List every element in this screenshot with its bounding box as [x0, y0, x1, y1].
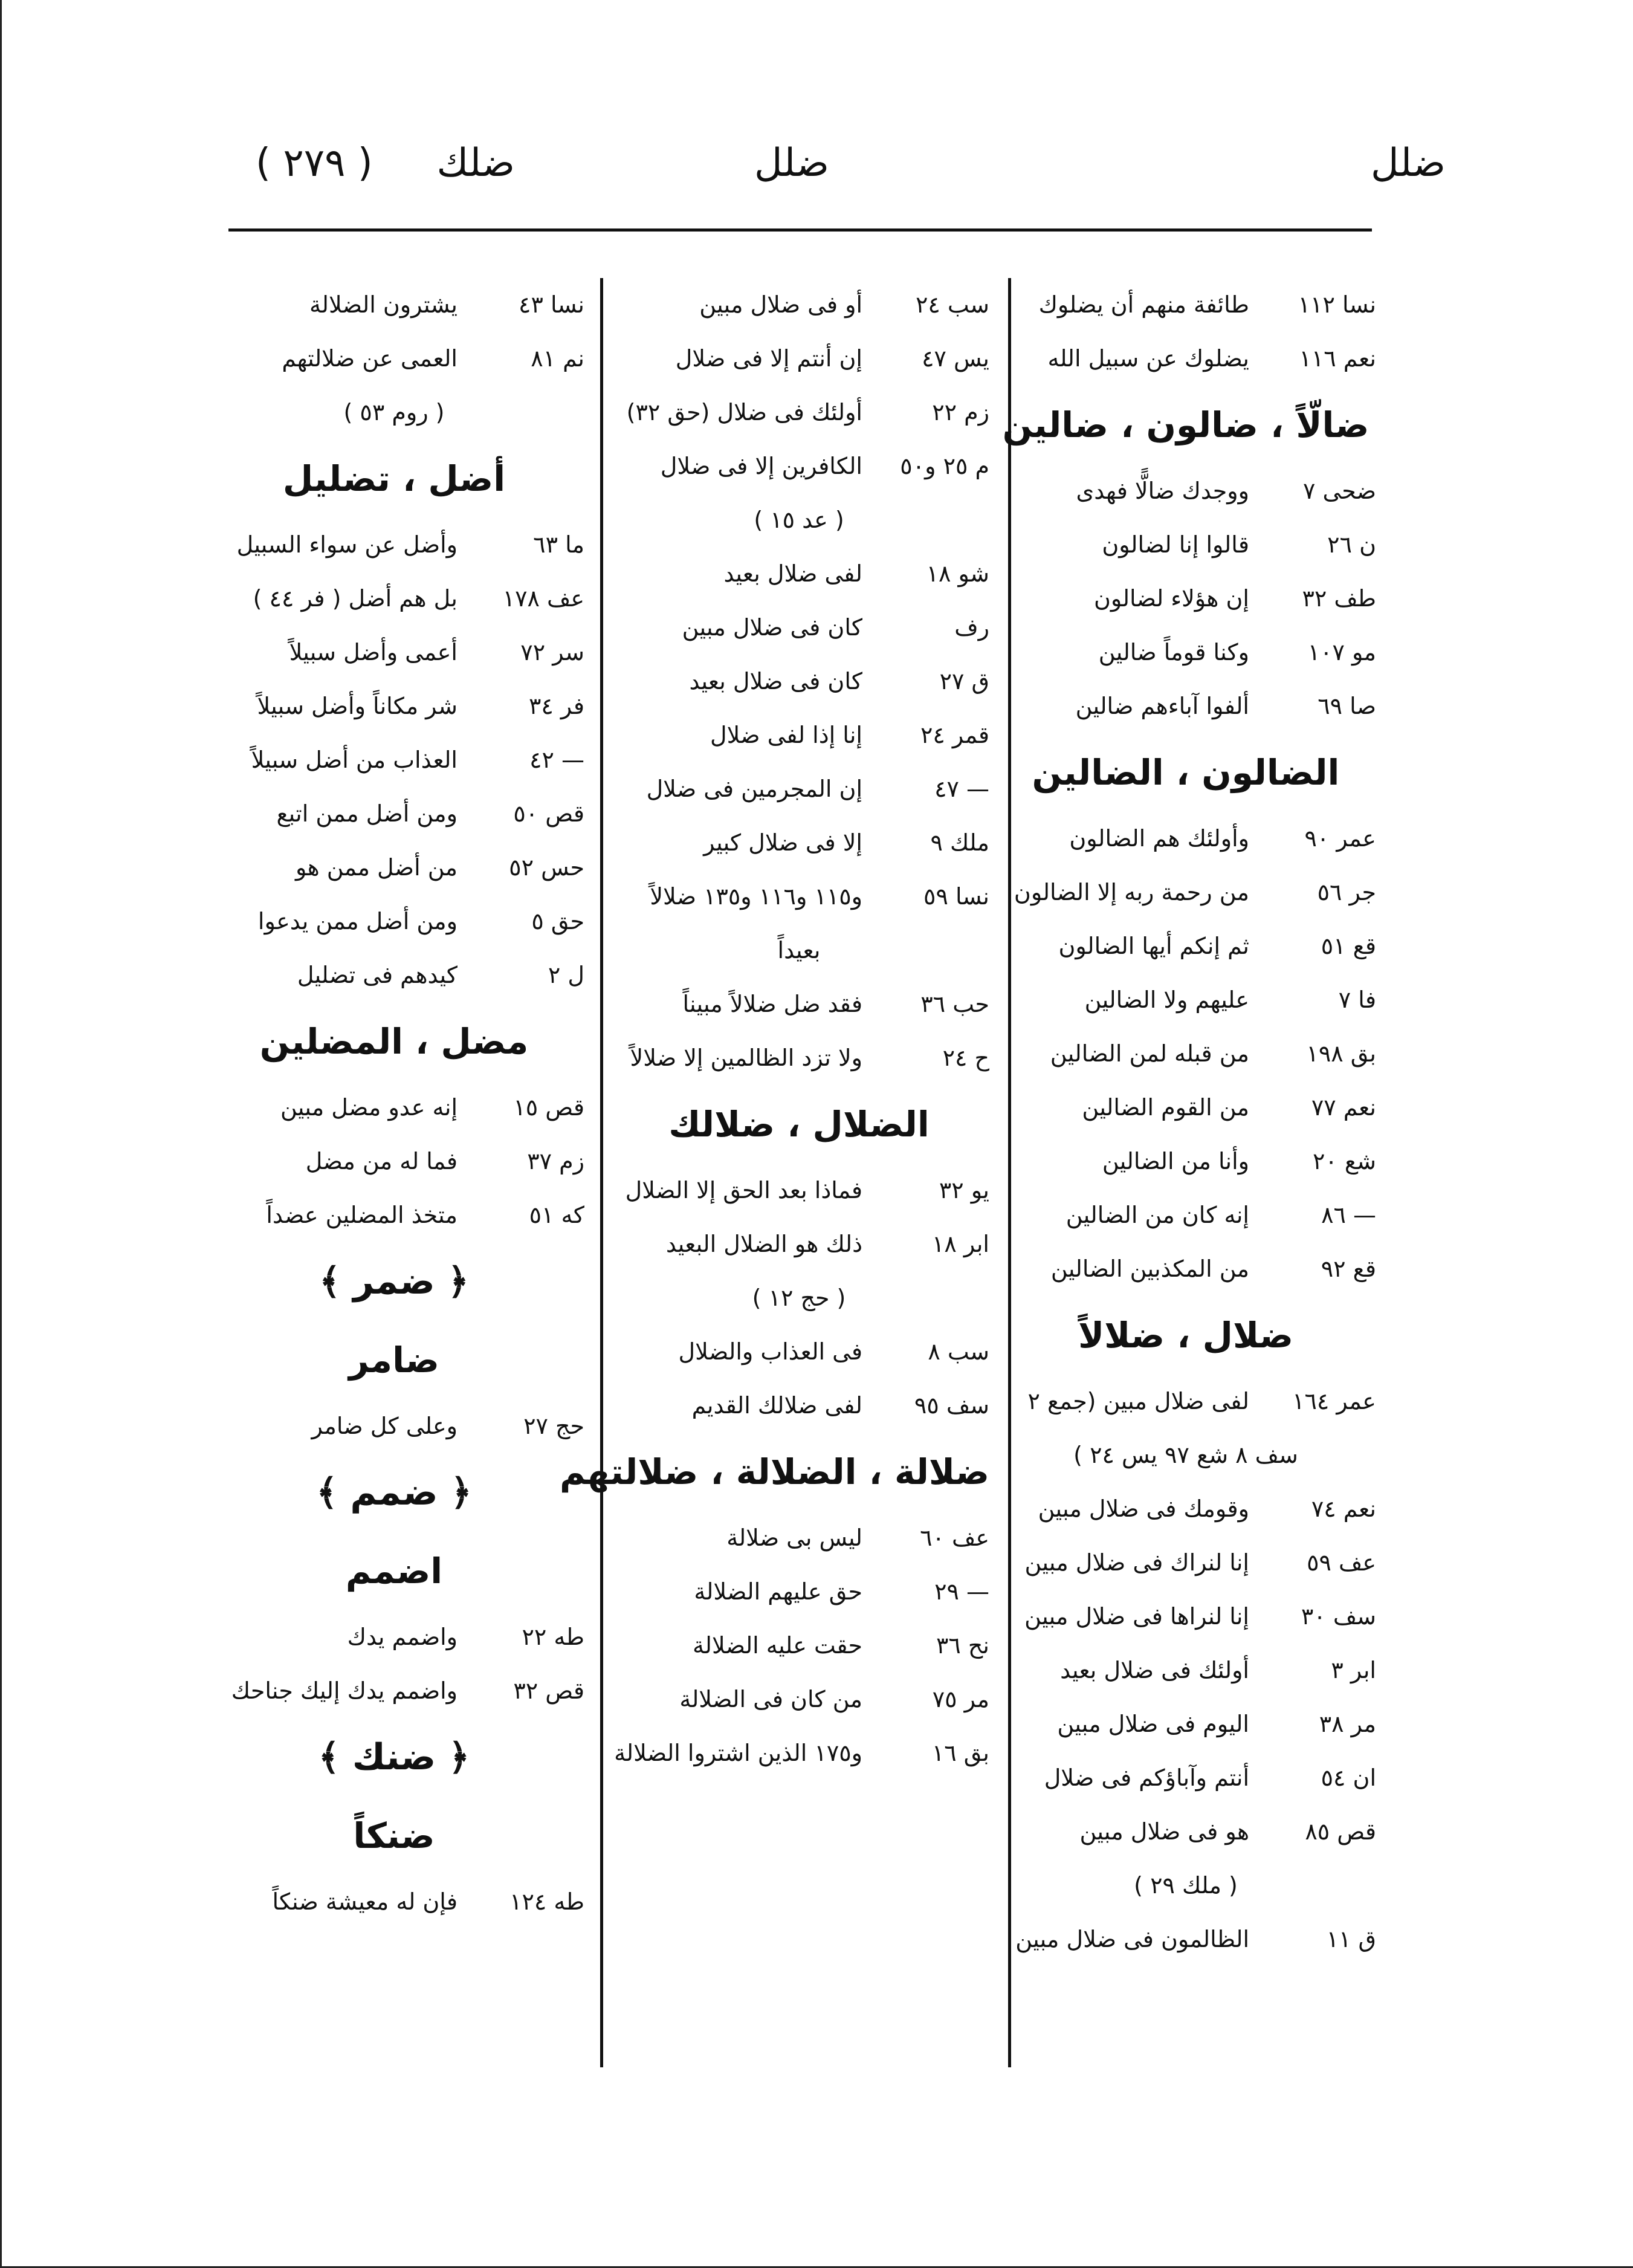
verse-ref: نسا ٥٩ [923, 883, 989, 910]
verse-text: إنه كان من الضالين [1065, 1202, 1249, 1228]
entry [995, 1135, 1376, 1188]
entry [609, 1726, 989, 1780]
entry [204, 679, 584, 733]
verse-text: قالوا إنا لضالون [1102, 531, 1249, 558]
verse-text: ثم إنكم أيها الضالون [1058, 933, 1249, 959]
verse-text: إلا فى ضلال كبير [703, 829, 862, 856]
verse-text: فماذا بعد الحق إلا الضلال [625, 1177, 862, 1204]
entry [609, 870, 989, 924]
verse-text: العمى عن ضلالتهم [282, 345, 458, 372]
verse-text: وقومك فى ضلال مبين [1038, 1495, 1249, 1522]
verse-text: فما له من مضل [305, 1148, 458, 1174]
entry [995, 1027, 1376, 1081]
verse-ref: نسا ٤٣ [519, 291, 584, 318]
headword: ضالّاً ، ضالون ، ضالين [1002, 404, 1369, 446]
verse-text: ولا تزد الظالمين إلا ضلالاً [630, 1045, 862, 1071]
verse-text: ووجدك ضالًّا فهدى [1076, 478, 1249, 504]
verse-ref: شع ٢٠ [1313, 1148, 1376, 1174]
entry [609, 762, 989, 816]
verse-ref: قص ٨٥ [1305, 1818, 1376, 1845]
verse-ref: قص ١٥ [513, 1094, 584, 1121]
verse-text: إنا لنراك فى ضلال مبين [1024, 1549, 1249, 1576]
entry-continuation: سف ٨ شع ٩٧ يس ٢٤ ) [1073, 1442, 1298, 1468]
verse-text: الظالمون فى ضلال مبين [1015, 1926, 1249, 1952]
verse-text: فإن له معيشة ضنكاً [272, 1888, 458, 1915]
entry [609, 439, 989, 493]
entry-continuation: ( عد ١٥ ) [754, 507, 844, 533]
entry [609, 1325, 989, 1379]
verse-ref: عف ٦٠ [920, 1524, 989, 1551]
verse-text: وأولئك هم الضالون [1069, 825, 1249, 852]
entry [204, 948, 584, 1002]
verse-text: وأنا من الضالين [1102, 1148, 1249, 1174]
verse-ref: ق ١١ [1326, 1926, 1376, 1952]
verse-text: أو فى ضلال مبين [699, 291, 862, 318]
verse-ref: ملك ٩ [930, 829, 989, 856]
entry [995, 1242, 1376, 1296]
entry [995, 1751, 1376, 1805]
verse-ref: عف ٥٩ [1307, 1549, 1376, 1576]
verse-ref: رف [954, 614, 989, 641]
entry [609, 1031, 989, 1085]
verse-ref: قع ٥١ [1321, 933, 1376, 959]
entry [995, 518, 1376, 572]
entry [995, 1536, 1376, 1590]
verse-text: من القوم الضالين [1082, 1094, 1249, 1121]
entry [609, 1511, 989, 1565]
entry [204, 1664, 584, 1718]
verse-text: ألفوا آباءهم ضالين [1075, 693, 1249, 719]
verse-text: واضمم يدك [347, 1624, 458, 1650]
headword: اضمم [345, 1550, 443, 1592]
verse-text: إنا إذا لفى ضلال [710, 722, 862, 748]
entry [609, 547, 989, 601]
verse-text: يضلوك عن سبيل الله [1047, 345, 1249, 372]
verse-text: أولئك فى ضلال بعيد [1060, 1657, 1249, 1683]
verse-ref: ن ٢٦ [1327, 531, 1376, 558]
entry [609, 708, 989, 762]
entry [204, 572, 584, 626]
verse-ref: مر ٧٥ [932, 1686, 989, 1712]
headword: الضالون ، الضالين [1032, 752, 1340, 793]
verse-text: لفى ضلال بعيد [723, 560, 862, 587]
verse-ref: زم ٣٧ [527, 1148, 584, 1174]
verse-text: من أضل ممن هو [295, 854, 458, 881]
verse-ref: بق ١٩٨ [1306, 1040, 1376, 1067]
headword: أضل ، تضليل [282, 458, 506, 499]
verse-text: من كان فى الضلالة [679, 1686, 862, 1712]
verse-text: إن هؤلاء لضالون [1093, 585, 1249, 612]
entry [204, 787, 584, 841]
verse-ref: شو ١٨ [926, 560, 989, 587]
column-left [204, 278, 584, 1929]
entry [609, 977, 989, 1031]
entry [204, 895, 584, 948]
entry [995, 679, 1376, 733]
verse-text: فقد ضل ضلالاً مبيناً [682, 991, 862, 1017]
verse-text: و١٧٥ الذين اشتروا الضلالة [614, 1740, 862, 1766]
verse-ref: فر ٣٤ [528, 693, 584, 719]
verse-ref: نعم ٧٤ [1311, 1495, 1376, 1522]
entry [995, 1188, 1376, 1242]
root-heading: ﴿ ضنك ﴾ [318, 1736, 470, 1778]
verse-ref: سب ٨ [928, 1338, 989, 1365]
entry [995, 866, 1376, 919]
headword: ضامر [349, 1340, 439, 1381]
verse-text: كيدهم فى تضليل [297, 962, 458, 988]
verse-text: من قبله لمن الضالين [1050, 1040, 1249, 1067]
entry [204, 518, 584, 572]
verse-ref: ح ٢٤ [942, 1045, 989, 1071]
verse-ref: يو ٣٢ [939, 1177, 989, 1204]
verse-text: إن أنتم إلا فى ضلال [675, 345, 862, 372]
entry [609, 278, 989, 332]
entry [609, 1379, 989, 1433]
entry [204, 1188, 584, 1242]
verse-text: كان فى ضلال بعيد [689, 668, 862, 695]
verse-text: العذاب من أضل سبيلاً [251, 747, 458, 773]
entry [995, 1644, 1376, 1697]
verse-text: متخذ المضلين عضداً [266, 1202, 458, 1228]
verse-ref: — ٢٩ [934, 1578, 989, 1605]
verse-ref: ابر ٣ [1331, 1657, 1376, 1683]
verse-ref: بق ١٦ [931, 1740, 989, 1766]
entry [609, 1619, 989, 1673]
entry [204, 1875, 584, 1929]
verse-ref: جر ٥٦ [1317, 879, 1376, 906]
headword: ضنكاً [353, 1815, 435, 1856]
entry [204, 626, 584, 679]
verse-ref: قص ٣٢ [513, 1677, 584, 1704]
verse-ref: حج ٢٧ [523, 1413, 584, 1439]
verse-ref: نعم ١١٦ [1299, 345, 1376, 372]
verse-ref: ضحى ٧ [1303, 478, 1376, 504]
entry [609, 386, 989, 439]
entry [995, 572, 1376, 626]
headword: ضلالة ، الضلالة ، ضلالتهم [560, 1451, 989, 1492]
header-rule [228, 228, 1372, 232]
verse-ref: حق ٥ [531, 908, 584, 935]
headword: الضلال ، ضلالك [668, 1104, 930, 1145]
entry-continuation: بعيداً [777, 937, 821, 964]
root-heading: ﴿ ضمم ﴾ [316, 1471, 472, 1514]
entry [995, 332, 1376, 386]
verse-text: إن المجرمين فى ضلال [646, 776, 862, 802]
entry [995, 1697, 1376, 1751]
verse-text: الكافرين إلا فى ضلال [660, 453, 862, 479]
verse-ref: طه ١٢٤ [509, 1888, 584, 1915]
entry [609, 655, 989, 708]
verse-text: أولئك فى ضلال (حق ٣٢) [626, 399, 862, 426]
entry [204, 841, 584, 895]
entry [204, 278, 584, 332]
headword: مضل ، المضلين [259, 1021, 529, 1062]
verse-text: يشترون الضلالة [309, 291, 458, 318]
verse-ref: عمر ١٦٤ [1292, 1388, 1376, 1414]
verse-ref: فا ٧ [1338, 987, 1376, 1013]
verse-ref: صا ٦٩ [1318, 693, 1376, 719]
entry [204, 1399, 584, 1453]
entry [609, 1565, 989, 1619]
entry [204, 1610, 584, 1664]
verse-ref: يس ٤٧ [922, 345, 989, 372]
verse-ref: نسا ١١٢ [1298, 291, 1376, 318]
verse-ref: حب ٣٦ [920, 991, 989, 1017]
verse-text: من المكذبين الضالين [1050, 1256, 1249, 1282]
verse-text: ومن أضل ممن يدعوا [257, 908, 458, 935]
verse-ref: مو ١٠٧ [1307, 639, 1376, 666]
verse-text: ذلك هو الضلال البعيد [665, 1231, 862, 1257]
verse-text: وكنا قوماً ضالين [1098, 639, 1249, 666]
verse-ref: نعم ٧٧ [1311, 1094, 1376, 1121]
entry [204, 1135, 584, 1188]
headword: ضلال ، ضلالاً [1078, 1315, 1294, 1356]
verse-text: ليس بى ضلالة [726, 1524, 862, 1551]
verse-ref: سب ٢٤ [915, 291, 989, 318]
verse-ref: حس ٥٢ [509, 854, 584, 881]
verse-text: بل هم أضل ( فر ٤٤ ) [253, 585, 458, 612]
verse-text: هو فى ضلال مبين [1079, 1818, 1249, 1845]
verse-text: اليوم فى ضلال مبين [1057, 1711, 1249, 1737]
verse-ref: عمر ٩٠ [1304, 825, 1376, 852]
column-right [995, 278, 1376, 1966]
root-heading: ﴿ ضمر ﴾ [319, 1260, 469, 1303]
header-root-center: ضلل [754, 141, 829, 186]
verse-text: عليهم ولا الضالين [1084, 987, 1249, 1013]
verse-ref: — ٤٧ [934, 776, 989, 802]
entry [609, 1673, 989, 1726]
entry [609, 332, 989, 386]
verse-text: فى العذاب والضلال [678, 1338, 862, 1365]
entry-continuation: ( روم ٥٣ ) [343, 399, 445, 426]
verse-ref: قص ٥٠ [513, 800, 584, 827]
verse-ref: ل ٢ [548, 962, 584, 988]
entry [995, 812, 1376, 866]
page-number: ( ٢٧٩ ) [256, 141, 373, 186]
entry [995, 973, 1376, 1027]
verse-text: من رحمة ربه إلا الضالون [1014, 879, 1249, 906]
verse-text: و١١٥ و١١٦ و١٣٥ ضلالاً [650, 883, 862, 910]
verse-ref: ان ٥٤ [1321, 1764, 1376, 1791]
entry [204, 332, 584, 386]
verse-text: ومن أضل ممن اتبع [276, 800, 458, 827]
verse-text: لفى ضلال مبين (جمع ٢ [1027, 1388, 1249, 1414]
entry [995, 1081, 1376, 1135]
entry [204, 1081, 584, 1135]
entry [609, 1217, 989, 1271]
entry [609, 601, 989, 655]
header-root-left: ضلك [436, 141, 515, 186]
verse-ref: عف ١٧٨ [502, 585, 584, 612]
verse-text: شر مكاناً وأضل سبيلاً [257, 693, 458, 719]
verse-ref: ق ٢٧ [939, 668, 989, 695]
verse-ref: نح ٣٦ [936, 1632, 989, 1659]
verse-ref: طف ٣٢ [1302, 585, 1376, 612]
verse-ref: ابر ١٨ [931, 1231, 989, 1257]
verse-ref: طه ٢٢ [522, 1624, 584, 1650]
verse-text: طائفة منهم أن يضلوك [1038, 291, 1249, 318]
verse-text: كان فى ضلال مبين [682, 614, 862, 641]
entry [995, 464, 1376, 518]
entry [995, 1375, 1376, 1428]
verse-ref: م ٢٥ و٥٠ [900, 453, 989, 479]
entry [609, 1164, 989, 1217]
entry [995, 1590, 1376, 1644]
verse-text: وعلى كل ضامر [311, 1413, 458, 1439]
verse-ref: نم ٨١ [531, 345, 584, 372]
verse-text: أعمى وأضل سبيلاً [289, 639, 458, 666]
verse-ref: — ٤٢ [529, 747, 584, 773]
entry [995, 1913, 1376, 1966]
entry-continuation: ( حج ١٢ ) [752, 1285, 846, 1311]
verse-text: وأضل عن سواء السبيل [236, 531, 458, 558]
column-divider-left [600, 278, 603, 2067]
entry [609, 816, 989, 870]
verse-text: إنه عدو مضل مبين [280, 1094, 458, 1121]
entry [995, 278, 1376, 332]
verse-ref: قمر ٢٤ [920, 722, 989, 748]
verse-text: حقت عليه الضلالة [693, 1632, 862, 1659]
verse-ref: — ٨٦ [1321, 1202, 1376, 1228]
entry [995, 919, 1376, 973]
verse-ref: كه ٥١ [529, 1202, 584, 1228]
verse-ref: قع ٩٢ [1321, 1256, 1376, 1282]
verse-text: لفى ضلالك القديم [691, 1392, 862, 1419]
entry [995, 1805, 1376, 1859]
verse-ref: سر ٧٢ [520, 639, 584, 666]
verse-text: واضمم يدك إليك جناحك [231, 1677, 458, 1704]
verse-ref: زم ٢٢ [932, 399, 989, 426]
verse-text: حق عليهم الضلالة [694, 1578, 862, 1605]
verse-text: إنا لنراها فى ضلال مبين [1024, 1603, 1249, 1630]
verse-text: أنتم وآباؤكم فى ضلال [1044, 1764, 1249, 1791]
verse-ref: مر ٣٨ [1319, 1711, 1376, 1737]
header-root-right: ضلل [1371, 141, 1446, 186]
verse-ref: سف ٣٠ [1301, 1603, 1376, 1630]
verse-ref: ما ٦٣ [533, 531, 584, 558]
entry [995, 1482, 1376, 1536]
verse-ref: سف ٩٥ [914, 1392, 989, 1419]
entry [995, 626, 1376, 679]
entry [204, 733, 584, 787]
entry-continuation: ( ملك ٢٩ ) [1134, 1872, 1238, 1899]
